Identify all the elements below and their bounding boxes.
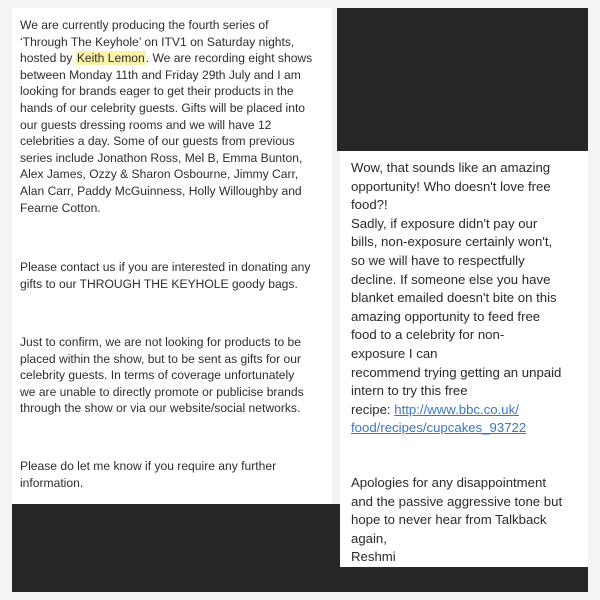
dark-block-bottom-left [12, 504, 340, 592]
intro-text-before: We are currently producing the fourth series of ‘Through The Keyhole’ on ITV1 on Saturday nights, hosted by [20, 18, 295, 66]
email-paragraph-confirm: Just to confirm, we are not looking for products to be placed within the show, but to be sent as gifts for our celebrity guests. In terms of coverage unfortunately we are unable to directly promote or publicise brands through the show or via our website/social networks. [20, 335, 304, 416]
dark-block-top-right [337, 8, 588, 151]
email-paragraph-contact: Please contact us if you are interested in donating any gifts to our THROUGH THE KEYHOLE goody bags. [20, 260, 311, 291]
recipe-link[interactable]: http://www.bbc.co.uk/ food/recipes/cupcakes_93722 [351, 401, 527, 436]
email-paragraph-closing: Please do let me know if you require any further information. [20, 459, 277, 490]
highlighted-host-name: Keith Lemon [76, 51, 145, 66]
reply-body [351, 159, 583, 438]
reply-closing: Apologies for any disappointment and the passive aggressive tone but hope to never hear from Talkback again, Reshmi [351, 475, 563, 565]
reply-body-text: Wow, that sounds like an amazing opportunity! Who doesn't love free food?! Sadly, if exposure didn't pay our bills, non-exposure certainly won't, so we will have to respectfully decline. If someone else you have blanket emailed doesn't bite on this amazing opportunity to feed free food to a celebrity for non- exposure I can recommend trying getting an unpaid intern to try this free recipe: [351, 160, 562, 417]
email-paragraph-intro [20, 17, 332, 216]
intro-text-after: . We are recording eight shows between Monday 11th and Friday 29th July and I am looking for brands eager to get their products in the hands of our celebrity guests. Gifts will be placed into our guests dressing rooms and we will have 12 celebrities a day. Some of our guests from previous series include Jonathon Ross, Mel B, Emma Bunton, Alex James, Ozzy & Sharon Osbourne, Jimmy Carr, Alan Carr, Paddy McGuinness, Holly Willoughby and Fearne Cotton. [20, 51, 313, 215]
dark-block-bottom-right [340, 567, 588, 592]
